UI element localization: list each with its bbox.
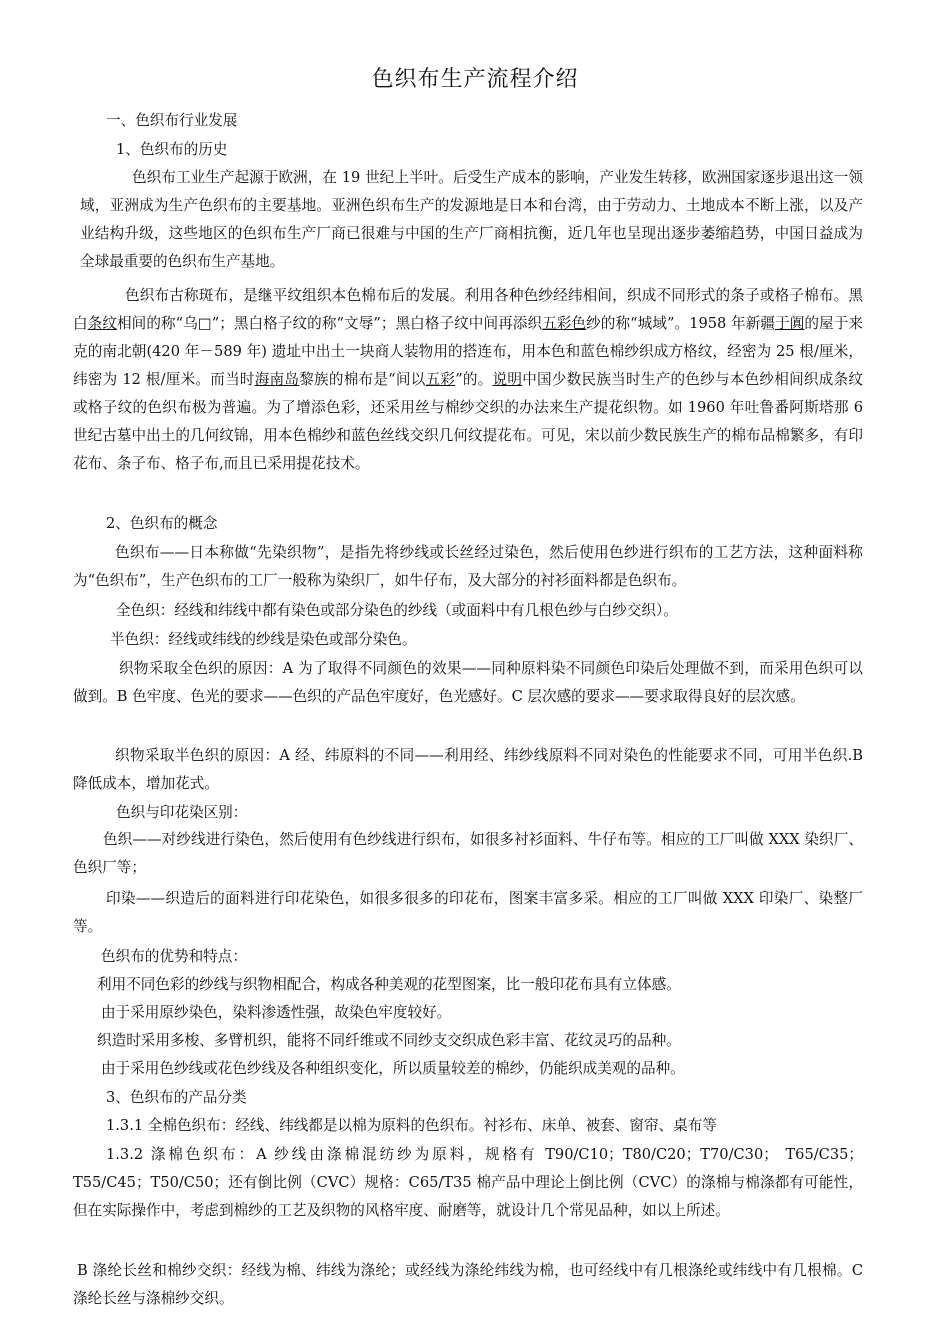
line-cotton-fabric: 1.3.1 全棉色织布：经线、纬线都是以棉为原料的色织布。衬衫布、床单、被套、窗帘、桌布等 — [106, 1117, 717, 1134]
link-five-color[interactable]: 五彩色 — [542, 315, 587, 332]
link-explain[interactable]: 说明 — [492, 371, 523, 388]
paragraph-concept: 色织布——日本称做“先染织物”，是指先将纱线或长丝经过染色，然后使用色纱进行织布的工艺方法，这种面料称为“色织布”，生产色织布的工厂一般称为染织厂，如牛仔布，及大部分的衬衫面料都是色织布。 — [73, 544, 863, 589]
subheading-classification: 3、色织布的产品分类 — [106, 1089, 247, 1106]
link-wucai[interactable]: 五彩 — [425, 371, 456, 388]
paragraph-half-reason: 织物采取半色织的原因：A 经、纬原料的不同——利用经、纬纱线原料不同对染色的性能要求不同，可用半色织.B 降低成本，增加花式。 — [73, 747, 863, 792]
paragraph-printing: 印染——织造后的面料进行印花染色，如很多很多的印花布，图案丰富多采。相应的工厂叫做 XXX 印染厂、染整厂等。 — [73, 890, 863, 935]
paragraph-polycotton: 1.3.2 涤棉色织布：A 纱线由涤棉混纺纱为原料，规格有 T90/C10；T80/C20；T70/C30； T65/C35；T55/C45；T50/C50；还有倒比例（CVC）规格：C65/T35 棉产品中理论上倒比例（CVC）的涤棉与棉涤都有可能性，但在实际操作中，考虑到棉纱的工艺及织物的风格牢度、耐磨等，就设计几个常见品种，如以上所述。 — [73, 1146, 863, 1219]
link-hainan[interactable]: 海南岛 — [254, 371, 300, 388]
subheading-concept: 2、色织布的概念 — [106, 515, 218, 532]
line-half-yarn-dyed: 半色织：经线或纬线的纱线是染色或部分染色。 — [110, 631, 417, 648]
paragraph-yarn-dyed: 色织——对纱线进行染色，然后使用有色纱线进行织布，如很多衬衫面料、牛仔布等。相应的工厂叫做 XXX 染织厂、色织厂等； — [73, 831, 863, 876]
paragraph-full-reason: 织物采取全色织的原因：A 为了取得不同颜色的效果——同种原料染不同颜色印染后处理做不到，而采用色织可以做到。B 色牢度、色光的要求——色织的产品色牢度好，色光感好。C 层次感的要求——要求取得良好的层次感。 — [73, 660, 863, 705]
link-stripe[interactable]: 条纹 — [87, 315, 118, 332]
paragraph-history-ancient: 色织布古称斑布，是继平纹组织本色棉布后的发展。利用各种色纱经纬相间，织成不同形式的条子或格子棉布。黑白条纹相间的称“乌□”；黑白格子纹的称“文辱”；黑白格子纹中间再添织五彩色纱的称“城域”。1958 年新疆于阗的屋于来克的南北朝(420 年－589 年) 遗址中出土一块商人装物用的搭连布，用本色和蓝色棉纱织成方格纹，经密为 25 根/厘米，纬密为 12 根/厘米。而当时海南岛黎族的棉布是“间以五彩”的。说明中国少数民族当时生产的色纱与本色纱相间织成条纹或格子纹的色织布极为普遍。为了增添色彩，还采用丝与棉纱交织的办法来生产提花织物。如 1960 年吐鲁番阿斯塔那 6 世纪古墓中出土的几何纹锦，用本色棉纱和蓝色丝线交织几何纹提花布。可见，宋以前少数民族生产的棉布品棉繁多，有印花布、条子布、格子布,而且已采用提花技术。 — [73, 287, 863, 472]
page-title: 色织布生产流程介绍 — [371, 67, 579, 92]
subheading-history: 1、色织布的历史 — [116, 141, 228, 158]
link-yutian[interactable]: 于阗 — [775, 315, 805, 332]
paragraph-history-origin: 色织布工业生产起源于欧洲，在 19 世纪上半叶。后受生产成本的影响，产业发生转移，欧洲国家逐步退出这一领域，亚洲成为生产色织布的主要基地。亚洲色织布生产的发源地是日本和台湾，由于劳动力、土地成本不断上涨，以及产业结构升级，这些地区的色织布生产厂商已很难与中国的生产厂商相抗衡，近几年也呈现出逐步萎缩趋势，中国日益成为全球最重要的色织布生产基地。 — [80, 169, 863, 270]
line-advantages-heading: 色织布的优势和特点： — [101, 948, 247, 965]
line-advantage-2: 由于采用原纱染色，染料渗透性强，故染色牢度较好。 — [101, 1004, 452, 1021]
paragraph-polyester-blend: B 涤纶长丝和棉纱交织：经线为棉、纬线为涤纶；或经线为涤纶纬线为棉，也可经线中有几根涤纶或纬线中有几根棉。C 涤纶长丝与涤棉纱交织。 — [73, 1262, 863, 1307]
line-advantage-1: 利用不同色彩的纱线与织物相配合，构成各种美观的花型图案，比一般印花布具有立体感。 — [97, 976, 681, 993]
line-advantage-3: 织造时采用多梭、多臂机织，能将不同纤维或不同纱支交织成色彩丰富、花纹灵巧的品种。 — [97, 1032, 681, 1049]
line-advantage-4: 由于采用色纱线或花色纱线及各种组织变化，所以质量较差的棉纱，仍能织成美观的品种。 — [101, 1060, 685, 1077]
section-heading-industry: 一、色织布行业发展 — [106, 112, 238, 129]
line-difference-heading: 色织与印花染区别： — [116, 804, 248, 821]
line-full-yarn-dyed: 全色织：经线和纬线中都有染色或部分染色的纱线（或面料中有几根色纱与白纱交织）。 — [116, 602, 678, 619]
